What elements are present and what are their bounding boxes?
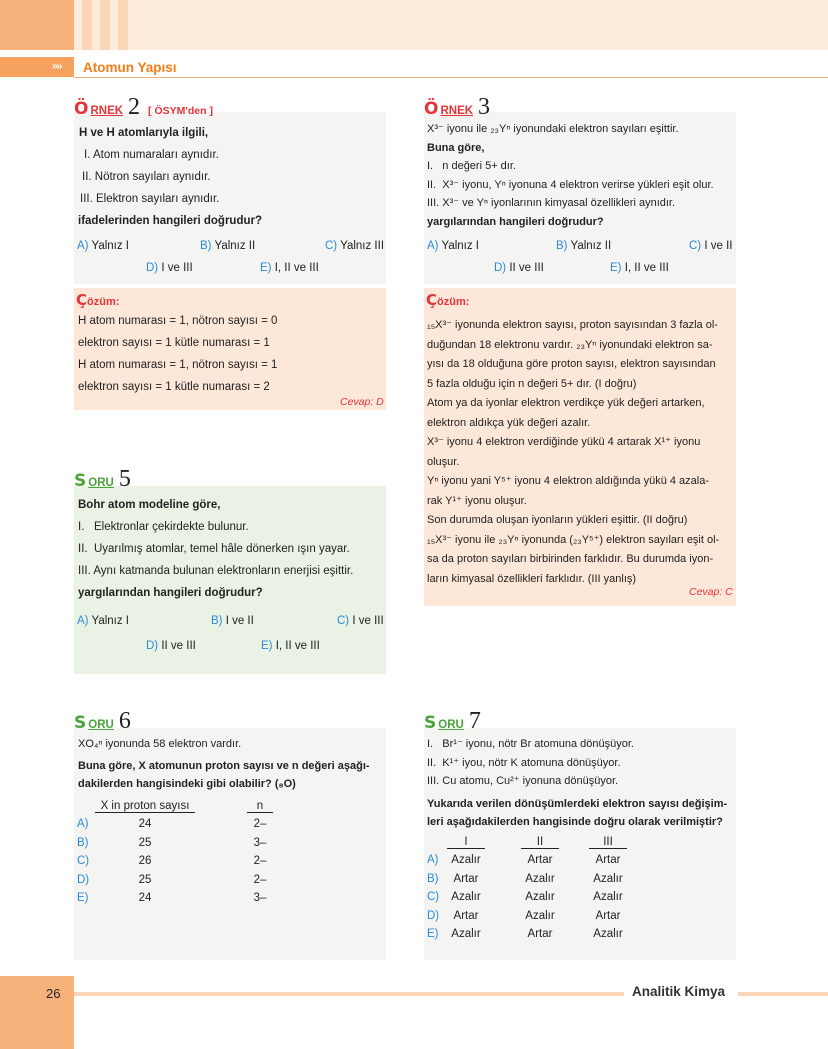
soru5-option-d-text: II ve III	[161, 640, 196, 652]
ornek3-prompt: yargılarından hangileri doğrudur?	[427, 215, 604, 228]
ornek2-solution-line-3: H atom numarası = 1, nötron sayısı = 1	[78, 359, 278, 371]
soru7-option-letter[interactable]: D)	[427, 909, 440, 922]
ornek3-option-d-text: II ve III	[509, 262, 544, 274]
ornek2-option-d-text: I ve III	[161, 262, 193, 274]
ornek2-option-c[interactable]: C) Yalnız III	[325, 240, 385, 252]
ornek3-solution-line-9: Yⁿ iyonu yani Y⁵⁺ iyonu 4 elektron aldığında yükü 4 azala-	[427, 475, 710, 487]
ornek2-solution-label-text: özüm:	[87, 296, 120, 308]
soru5-option-a[interactable]: A) Yalnız I	[77, 615, 129, 627]
page-number: 26	[46, 986, 61, 1001]
soru7-cell: Azalır	[451, 928, 481, 940]
header-stripe	[118, 0, 128, 50]
soru5-number: 5	[118, 466, 131, 492]
soru5-item-3: III. Aynı katmanda bulunan elektronların enerjisi eşittir.	[78, 565, 354, 577]
footer-line-right	[738, 992, 828, 996]
soru6-n-cell: 3–	[253, 892, 267, 904]
ornek3-option-a[interactable]: A) Yalnız I	[427, 240, 479, 252]
ornek3-solution-line-13: sa da proton sayıları birbirinden farklıdır. Bu durumda iyon-	[427, 553, 714, 565]
ornek3-solution-initial: Ç	[426, 291, 438, 309]
soru5-item-2: II. Uyarılmış atomlar, temel hâle dönerken ışın yayar.	[78, 543, 350, 555]
soru6-col2-text: n	[247, 800, 273, 813]
ornek2-body	[78, 122, 262, 232]
soru7-body	[427, 735, 727, 832]
soru5-option-d[interactable]: D) II ve III	[146, 640, 196, 652]
ornek2-option-c-text: Yalnız III	[340, 240, 385, 252]
soru5-option-e[interactable]: E) I, II ve III	[261, 640, 320, 652]
ornek3-item-3: III. X³⁻ ve Yⁿ iyonlarının kimyasal özellikleri aynıdır.	[427, 197, 676, 209]
soru7-option-letter[interactable]: C)	[427, 891, 440, 903]
soru7-col-i-text: I	[447, 836, 485, 849]
soru7-col-header-3	[589, 836, 627, 849]
soru5-prompt: yargılarından hangileri doğrudur?	[78, 587, 263, 599]
soru7-option-letter[interactable]: A)	[427, 854, 439, 866]
ornek3-solution-line-3: yısı da 18 olduğuna göre proton sayısı, elektron sayısından	[427, 358, 716, 370]
soru7-col-ii-text: II	[521, 836, 559, 849]
soru7-number: 7	[468, 708, 481, 734]
soru6-col-header-2	[247, 800, 273, 813]
soru6-n-cell: 2–	[253, 818, 267, 830]
soru7-cell: Azalır	[593, 928, 623, 940]
header-corner-block	[0, 0, 74, 50]
ornek3-solution-body	[427, 316, 719, 589]
ornek2-label-initial: Ö	[74, 99, 89, 119]
soru7-prompt-1: Yukarıda verilen dönüşümlerdeki elektron sayısı değişim-	[427, 797, 728, 810]
ornek2-solution-body	[78, 310, 277, 398]
soru6-body	[78, 735, 370, 793]
soru6-prompt-2: dakilerden hangisindeki gibi olabilir? (₈O)	[78, 778, 296, 790]
soru6-header	[74, 710, 131, 732]
ornek3-option-c[interactable]: C) I ve II	[689, 240, 733, 252]
ornek3-header	[424, 96, 490, 118]
chapter-divider	[74, 77, 828, 78]
ornek3-buna-gore: Buna göre,	[427, 141, 485, 154]
soru5-option-c-text: I ve III	[352, 615, 384, 627]
soru6-prompt-1: Buna göre, X atomunun proton sayısı ve n değeri aşağı-	[78, 760, 370, 772]
soru7-cell: Azalır	[593, 872, 623, 885]
ornek2-question	[78, 122, 262, 144]
soru6-option-letter[interactable]: E)	[77, 892, 89, 904]
soru7-cell: Artar	[527, 854, 553, 866]
ornek3-solution-line-12: ₁₅X³⁻ iyonu ile ₂₃Yⁿ iyonunda (₂₃Y⁵⁺) elektron sayıları eşit ol-	[427, 533, 720, 546]
ornek2-item-2: II. Nötron sayıları aynıdır.	[82, 171, 211, 183]
soru6-n-cell: 2–	[253, 873, 267, 886]
soru5-label-initial: S	[74, 471, 87, 491]
ornek2-prompt: ifadelerinden hangileri doğrudur?	[78, 215, 263, 227]
soru7-option-letter[interactable]: B)	[427, 872, 439, 885]
ornek3-solution-line-14: ların kimyasal özellikleri farklıdır. (III yanlış)	[427, 572, 637, 585]
ornek3-solution-line-10: rak Y¹⁺ iyonu oluşur.	[427, 494, 527, 507]
soru6-col1-text: X in proton sayısı	[95, 800, 195, 813]
soru7-prompt-2: leri aşağıdakilerden hangisinde doğru olarak verilmiştir?	[427, 816, 723, 828]
soru7-cell: Artar	[595, 854, 621, 866]
ornek2-solution-line-4: elektron sayısı = 1 kütle numarası = 2	[78, 381, 270, 393]
soru6-option-letter[interactable]: A)	[77, 818, 89, 830]
chapter-bar	[0, 57, 74, 77]
ornek3-option-e[interactable]: E) I, II ve III	[610, 262, 669, 274]
footer-line	[74, 992, 624, 996]
ornek2-item-3: III. Elektron sayıları aynıdır.	[80, 193, 220, 205]
ornek3-solution-line-11: Son durumda oluşan iyonların yükleri eşittir. (II doğru)	[427, 514, 688, 526]
soru7-header	[424, 710, 481, 732]
soru5-option-b[interactable]: B) I ve II	[211, 615, 254, 627]
soru7-cell: Azalır	[451, 854, 481, 866]
ornek2-item-1: I. Atom numaraları aynıdır.	[84, 149, 219, 161]
ornek3-solution-line-7: X³⁻ iyonu 4 elektron verdiğinde yükü 4 artarak X¹⁺ iyonu	[427, 436, 701, 448]
ornek2-option-a[interactable]: A) Yalnız I	[77, 240, 129, 252]
soru5-option-e-text: I, II ve III	[275, 640, 320, 652]
ornek3-option-b-text: Yalnız II	[570, 240, 612, 252]
soru7-cell: Artar	[527, 928, 553, 940]
soru6-proton-cell: 25	[138, 836, 152, 849]
soru7-option-letter[interactable]: E)	[427, 928, 439, 940]
ornek3-solution-line-6: elektron aldıkça yük değeri azalır.	[427, 416, 591, 429]
ornek2-source: [ ÖSYM'den ]	[148, 105, 213, 117]
ornek3-item-1: I. n değeri 5+ dır.	[427, 160, 516, 172]
soru7-item-1: I. Br¹⁻ iyonu, nötr Br atomuna dönüşüyor.	[427, 738, 634, 750]
ornek2-solution-line-1: H atom numarası = 1, nötron sayısı = 0	[78, 315, 278, 327]
soru7-cell: Azalır	[593, 891, 623, 903]
soru6-proton-cell: 26	[138, 855, 152, 867]
soru7-cell: Azalır	[451, 891, 481, 903]
soru6-option-letter[interactable]: C)	[77, 855, 90, 867]
ornek3-line1: X³⁻ iyonu ile ₂₃Yⁿ iyonundaki elektron sayıları eşittir.	[427, 123, 679, 135]
soru7-cell: Artar	[453, 909, 479, 922]
soru6-label-initial: S	[74, 713, 87, 733]
soru7-cell: Artar	[595, 909, 621, 922]
ornek2-label: RNEK	[90, 105, 124, 117]
ornek2-option-a-text: Yalnız I	[91, 240, 129, 252]
header-band	[74, 0, 828, 50]
ornek3-solution-line-4: 5 fazla olduğu için n değeri 5+ dır. (I doğru)	[427, 377, 637, 390]
book-title: Analitik Kimya	[632, 984, 726, 999]
soru5-item-1: I. Elektronlar çekirdekte bulunur.	[78, 521, 249, 533]
ornek3-option-b[interactable]: B) Yalnız II	[556, 240, 612, 252]
ornek3-option-e-text: I, II ve III	[624, 262, 669, 274]
ornek2-solution-line-2: elektron sayısı = 1 kütle numarası = 1	[78, 337, 270, 349]
ornek2-answer: Cevap: D	[340, 396, 384, 408]
soru6-n-cell: 2–	[253, 855, 267, 867]
ornek3-solution-line-5: Atom ya da iyonlar elektron verdikçe yük değeri artarken,	[427, 397, 705, 409]
chapter-title: Atomun Yapısı	[83, 60, 177, 75]
soru7-item-3: III. Cu atomu, Cu²⁺ iyonuna dönüşüyor.	[427, 775, 619, 787]
soru6-number: 6	[118, 708, 131, 734]
soru7-cell: Azalır	[525, 891, 555, 903]
ornek3-number: 3	[478, 94, 491, 120]
ornek3-body	[427, 120, 714, 231]
soru5-option-a-text: Yalnız I	[91, 615, 129, 627]
soru7-col-iii-text: III	[589, 836, 627, 849]
soru6-proton-cell: 24	[138, 892, 152, 904]
soru7-cell: Artar	[453, 872, 479, 885]
soru6-proton-cell: 25	[138, 873, 152, 886]
soru7-label: ORU	[438, 719, 464, 731]
header-stripe	[82, 0, 92, 50]
soru6-n-cell: 3–	[253, 836, 267, 849]
soru5-body	[78, 494, 353, 604]
ornek3-solution-line-1: ₁₅X³⁻ iyonunda elektron sayısı, proton sayısından 3 fazla ol-	[427, 319, 718, 331]
ornek2-option-b[interactable]: B) Yalnız II	[200, 240, 256, 252]
ornek3-option-c-text: I ve II	[704, 240, 733, 252]
footer-corner-block	[0, 976, 74, 1049]
soru6-col-header-1	[95, 800, 195, 813]
soru5-question: Bohr atom modeline göre,	[78, 499, 221, 511]
ornek3-item-2: II. X³⁻ iyonu, Yⁿ iyonuna 4 elektron verirse yükleri eşit olur.	[427, 178, 714, 191]
ornek3-solution-label	[426, 291, 469, 309]
soru6-option-letter[interactable]: B)	[77, 836, 89, 849]
soru7-item-2: II. K¹⁺ iyou, nötr K atomuna dönüşüyor.	[427, 756, 621, 769]
soru7-cell: Azalır	[525, 872, 555, 885]
ornek2-option-e[interactable]: E) I, II ve III	[260, 262, 319, 274]
ornek3-option-a-text: Yalnız I	[441, 240, 479, 252]
ornek3-solution-line-2: duğundan 18 elektronu vardır. ₂₃Yⁿ iyonundaki elektron sa-	[427, 338, 713, 351]
soru5-label: ORU	[88, 477, 114, 489]
header-stripe	[100, 0, 110, 50]
soru5-option-c[interactable]: C) I ve III	[337, 615, 384, 627]
ornek2-option-d[interactable]: D) I ve III	[146, 262, 193, 274]
ornek3-option-d[interactable]: D) II ve III	[494, 262, 544, 274]
soru7-cell: Azalır	[525, 909, 555, 922]
ornek2-solution-initial: Ç	[76, 291, 88, 309]
ornek3-answer: Cevap: C	[689, 586, 733, 598]
ornek3-label-initial: Ö	[424, 99, 439, 119]
ornek2-question-text: H ve H atomlarıyla ilgili,	[79, 127, 209, 139]
ornek2-option-e-text: I, II ve III	[274, 262, 319, 274]
ornek2-number: 2	[128, 94, 141, 120]
ornek2-solution-label	[76, 291, 119, 309]
ornek3-solution-label-text: özüm:	[437, 296, 470, 308]
soru7-col-header-1	[447, 836, 485, 849]
soru6-label: ORU	[88, 719, 114, 731]
ornek2-option-b-text: Yalnız II	[214, 240, 256, 252]
ornek3-solution-line-8: oluşur.	[427, 455, 460, 468]
soru7-col-header-2	[521, 836, 559, 849]
soru5-option-b-text: I ve II	[225, 615, 254, 627]
soru6-line1: XO₄ⁿ iyonunda 58 elektron vardır.	[78, 738, 242, 750]
ornek2-header	[74, 96, 213, 118]
soru7-label-initial: S	[424, 713, 437, 733]
soru6-proton-cell: 24	[138, 818, 152, 830]
ornek3-label: RNEK	[440, 105, 474, 117]
chapter-arrow-icon: ››››	[52, 61, 62, 72]
soru6-option-letter[interactable]: D)	[77, 873, 90, 886]
soru5-header	[74, 468, 131, 490]
